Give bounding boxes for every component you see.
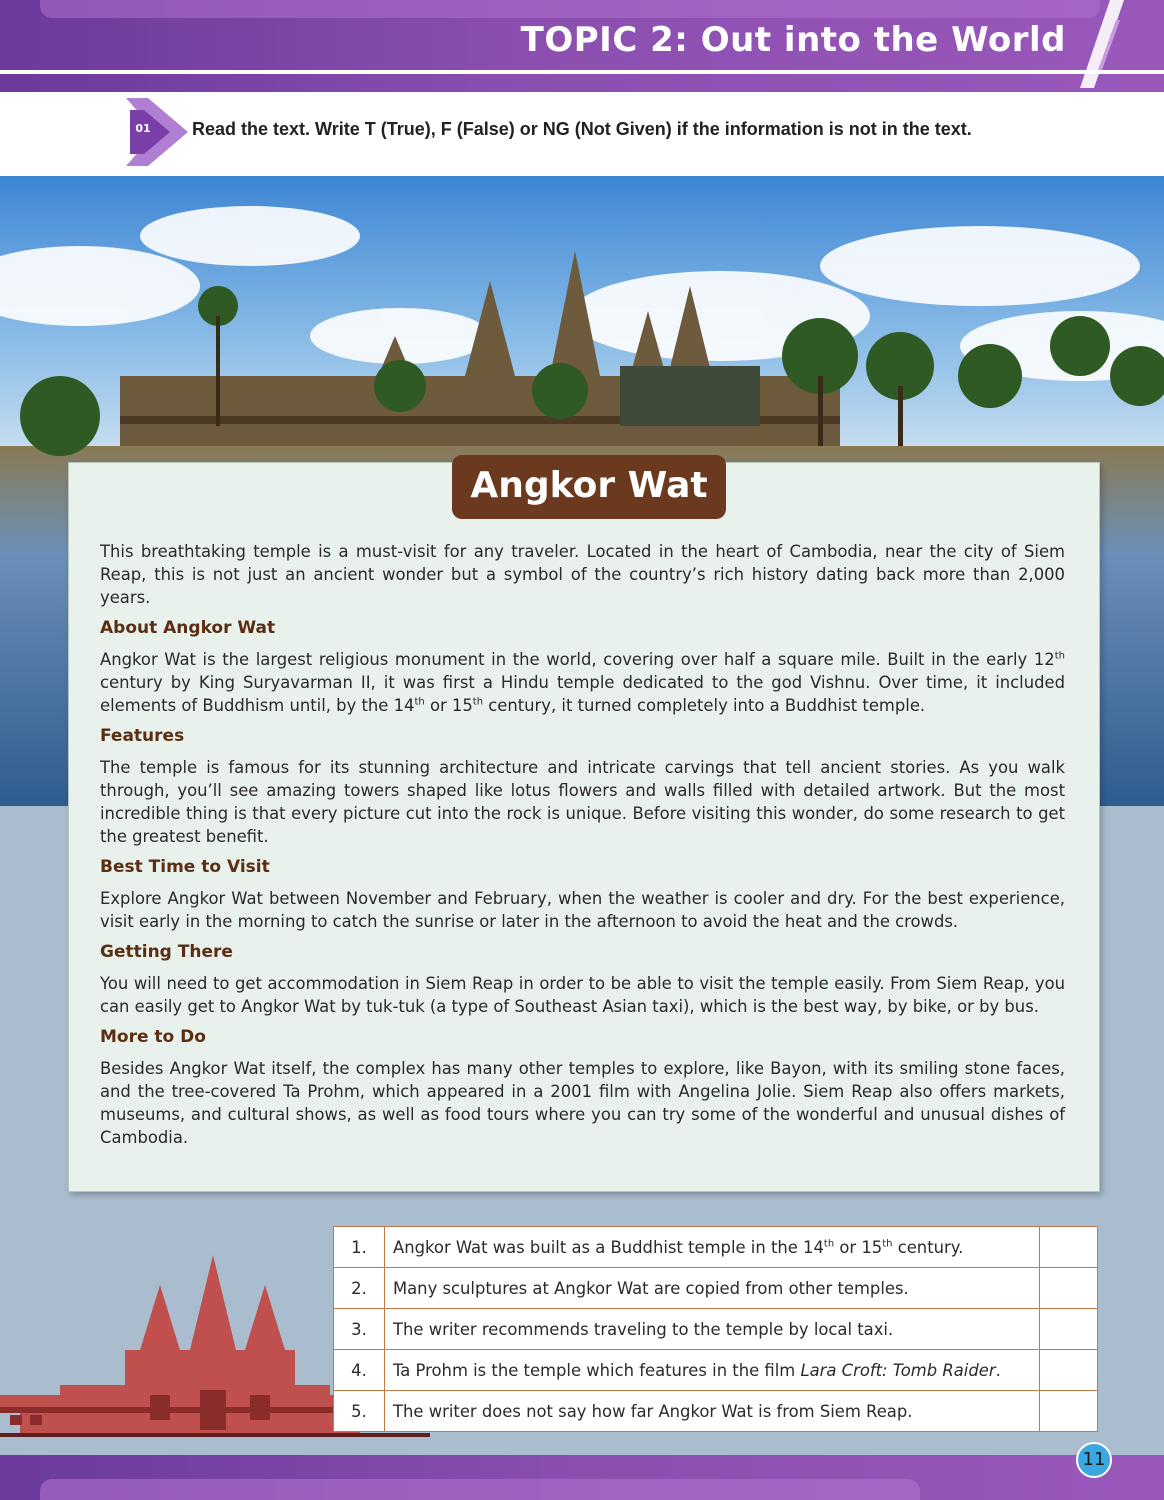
table-row bbox=[334, 1227, 1098, 1268]
answer-box[interactable] bbox=[1040, 1391, 1098, 1432]
question-text: Many sculptures at Angkor Wat are copied from other temples. bbox=[385, 1268, 1040, 1309]
answer-box[interactable] bbox=[1040, 1268, 1098, 1309]
question-number: 3. bbox=[334, 1309, 385, 1350]
question-number: 2. bbox=[334, 1268, 385, 1309]
answer-box[interactable] bbox=[1040, 1309, 1098, 1350]
section-heading-getting-there: Getting There bbox=[100, 942, 233, 962]
header-decoration bbox=[40, 0, 1100, 18]
question-text: The writer does not say how far Angkor Wat is from Siem Reap. bbox=[385, 1391, 1040, 1432]
question-text: The writer recommends traveling to the temple by local taxi. bbox=[385, 1309, 1040, 1350]
article-content bbox=[100, 540, 1065, 1157]
best-time-paragraph: Explore Angkor Wat between November and February, when the weather is cooler and dry. For the best experience, visit early in the morning to catch the sunrise or later in the afternoon to avoid the heat and the crowds. bbox=[100, 889, 1065, 931]
table-row bbox=[334, 1391, 1098, 1432]
more-paragraph: Besides Angkor Wat itself, the complex has many other temples to explore, like Bayon, with its smiling stone faces, and the tree-covered Ta Prohm, which appeared in a 2001 film with Angelina Jolie. Siem Reap also offers markets, museums, and cultural shows, as well as food tours where you can try some of the wonderful and unusual dishes of Cambodia. bbox=[100, 1059, 1065, 1147]
page-number: 11 bbox=[1076, 1442, 1112, 1478]
table-row bbox=[334, 1350, 1098, 1391]
table-row bbox=[334, 1268, 1098, 1309]
features-paragraph: The temple is famous for its stunning architecture and intricate carvings that tell ancient stories. As you walk through, you’ll see amazing towers shaped like lotus flowers and walls filled with detailed artwork. But the most incredible thing is that every picture cut into the rock is unique. Before visiting this wonder, do some research to get the greatest benefit. bbox=[100, 758, 1065, 846]
getting-there-paragraph: You will need to get accommodation in Siem Reap in order to be able to visit the temple easily. From Siem Reap, you can easily get to Angkor Wat by tuk-tuk (a type of Southeast Asian taxi), which is the best way, by bike, or by bus. bbox=[100, 974, 1065, 1016]
section-heading-about: About Angkor Wat bbox=[100, 618, 276, 638]
question-text: Ta Prohm is the temple which features in the film Lara Croft: Tomb Raider. bbox=[385, 1350, 1040, 1391]
footer-decoration bbox=[40, 1479, 920, 1500]
intro-paragraph: This breathtaking temple is a must-visit for any traveler. Located in the heart of Cambodia, near the city of Siem Reap, this is not just an ancient wonder but a symbol of the country’s rich history dating back more than 2,000 years. bbox=[100, 542, 1065, 607]
question-number: 5. bbox=[334, 1391, 385, 1432]
section-heading-best-time: Best Time to Visit bbox=[100, 857, 270, 877]
true-false-table bbox=[333, 1226, 1098, 1432]
header-stripe bbox=[0, 70, 1164, 74]
answer-box[interactable] bbox=[1040, 1350, 1098, 1391]
article-title: Angkor Wat bbox=[452, 455, 726, 519]
header-slash-decoration bbox=[1080, 0, 1124, 88]
answer-box[interactable] bbox=[1040, 1227, 1098, 1268]
question-number: 4. bbox=[334, 1350, 385, 1391]
question-text: Angkor Wat was built as a Buddhist temple in the 14th or 15th century. bbox=[385, 1227, 1040, 1268]
instruction-text: Read the text. Write T (True), F (False) or NG (Not Given) if the information is not in the text. bbox=[192, 119, 972, 139]
exercise-number: 01 bbox=[135, 122, 151, 135]
topic-title: TOPIC 2: Out into the World bbox=[520, 20, 1066, 60]
section-heading-features: Features bbox=[100, 726, 185, 746]
question-number: 1. bbox=[334, 1227, 385, 1268]
section-heading-more: More to Do bbox=[100, 1027, 206, 1047]
about-paragraph: Angkor Wat is the largest religious monument in the world, covering over half a square mile. Built in the early 12th century by King Suryavarman II, it was first a Hindu temple dedicated to the god Vishnu. Over time, it included elements of Buddhism until, by the 14th or 15th century, it turned completely into a Buddhist temple. bbox=[100, 650, 1065, 715]
table-row bbox=[334, 1309, 1098, 1350]
